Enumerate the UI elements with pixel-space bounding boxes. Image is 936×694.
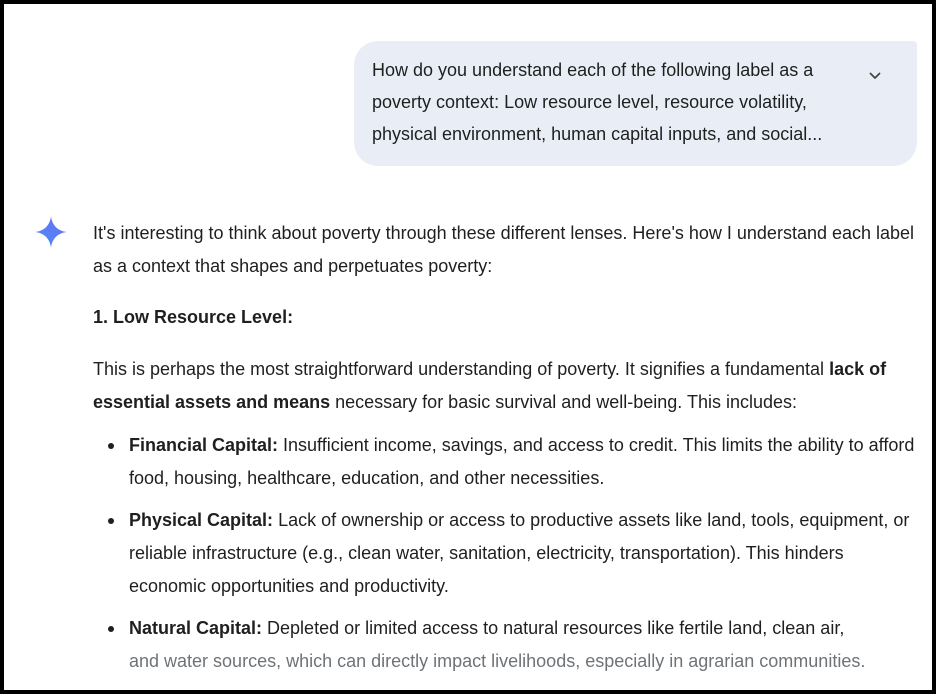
bullet-term: Financial Capital:: [129, 435, 279, 455]
lead-bold: lack of essential assets and means: [93, 359, 887, 412]
query-line-3: physical environment, human capital inputs, and social...: [372, 124, 823, 144]
list-item: [93, 612, 925, 678]
bullet-text: Lack of ownership or access to productive assets like land, tools, equipment, or reliable infrastructure (e.g., clean water, sanitation, electricity, transportation). This hinders economic opportunities and productivity.: [129, 510, 910, 596]
bullet-text: Insufficient income, savings, and access to credit. This limits the ability to afford food, housing, healthcare, education, and other necessities.: [129, 435, 915, 488]
query-line-1: How do you understand each of the following label as a: [372, 60, 814, 80]
list-item: [93, 504, 925, 603]
bullet-term: Natural Capital:: [129, 618, 263, 638]
bullet-text: Depleted or limited access to natural resources like fertile land, clean air,: [262, 618, 845, 638]
expand-query-button[interactable]: [860, 61, 890, 91]
section-heading: 1. Low Resource Level:: [93, 307, 294, 327]
query-line-2: poverty context: Low resource level, resource volatility,: [372, 92, 807, 112]
chevron-down-icon: [867, 68, 883, 84]
bullet-term: Physical Capital:: [129, 510, 274, 530]
gemini-sparkle-icon: [34, 215, 68, 249]
section-lead: [93, 353, 925, 419]
bullet-text-faded: and water sources, which can directly impact livelihoods, especially in agrarian communities.: [129, 651, 866, 671]
lead-text-after: necessary for basic survival and well-being. This includes:: [330, 392, 798, 412]
response-intro: It's interesting to think about poverty through these different lenses. Here's how I understand each label as a context that shapes and perpetuates poverty:: [93, 223, 915, 276]
capital-list: [93, 429, 925, 678]
list-item: [93, 429, 925, 495]
assistant-response: [93, 217, 925, 687]
user-query-bubble[interactable]: [354, 41, 917, 166]
lead-text-before: This is perhaps the most straightforward understanding of poverty. It signifies a fundamental: [93, 359, 830, 379]
